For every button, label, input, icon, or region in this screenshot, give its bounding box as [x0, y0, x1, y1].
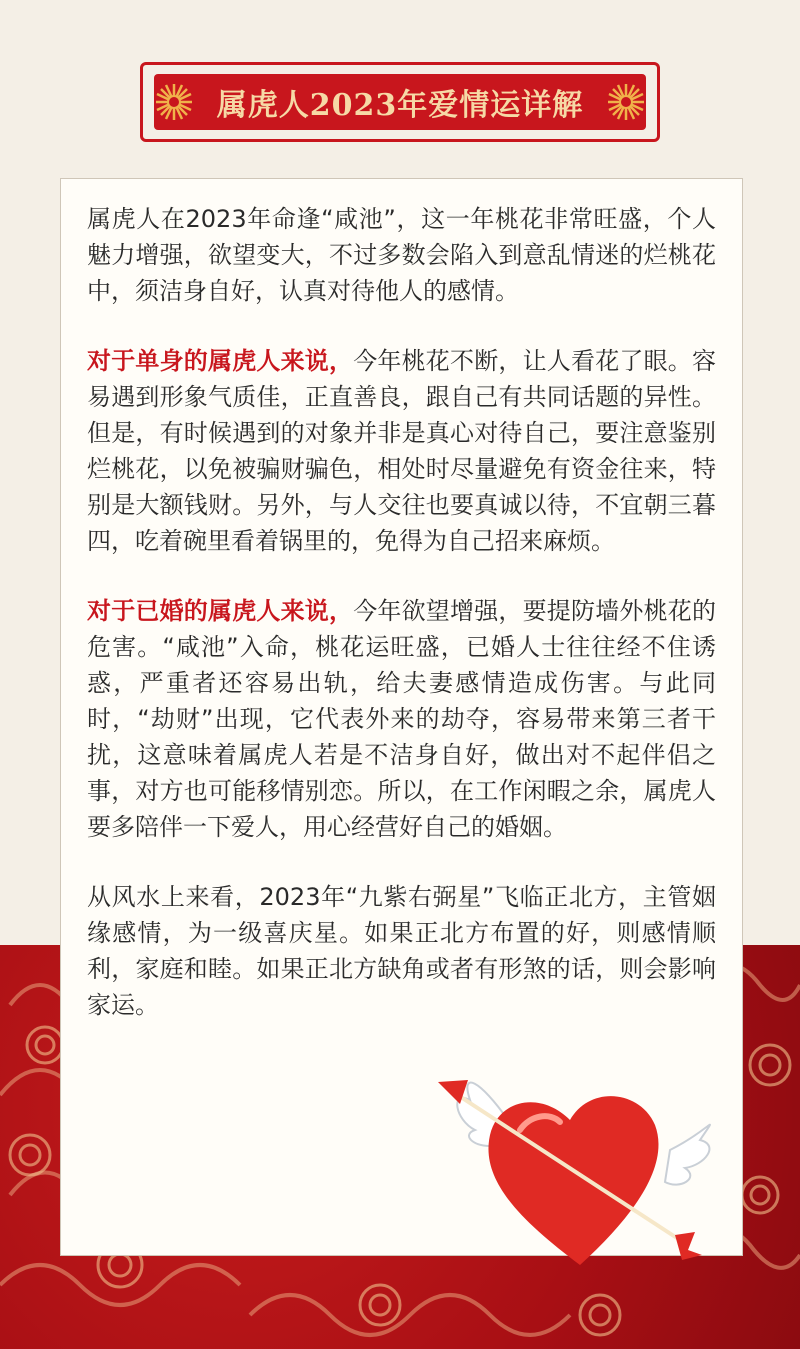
paragraph-highlight: 对于已婚的属虎人来说，: [87, 597, 354, 625]
paragraph-text: 属虎人在2023年命逢“咸池”，这一年桃花非常旺盛，个人魅力增强，欲望变大，不过多数会陷入到意乱情迷的烂桃花中，须洁身自好，认真对待他人的感情。: [87, 205, 716, 305]
page-title: 属虎人2023年爱情运详解: [216, 88, 584, 123]
paragraph-text: 今年欲望增强，要提防墙外桃花的危害。“咸池”入命，桃花运旺盛，已婚人士往往经不住诱惑，严重者还容易出轨，给夫妻感情造成伤害。与此同时，“劫财”出现，它代表外来的劫夺，容易带来第三者干扰，这意味着属虎人若是不洁身自好，做出对不起伴侣之事，对方也可能移情别恋。所以，在工作闲暇之余，属虎人要多陪伴一下爱人，用心经营好自己的婚姻。: [87, 597, 717, 841]
paragraph-highlight: 对于单身的属虎人来说，: [87, 347, 354, 375]
chrysanthemum-icon: [606, 82, 646, 122]
chrysanthemum-icon: [154, 82, 194, 122]
paragraph-fengshui: [87, 879, 716, 1023]
paragraph-single: [87, 343, 716, 559]
paragraph-married: [87, 593, 716, 845]
paragraph-text: 今年桃花不断，让人看花了眼。容易遇到形象气质佳，正直善良，跟自己有共同话题的异性。但是，有时候遇到的对象并非是真心对待自己，要注意鉴别烂桃花，以免被骗财骗色，相处时尽量避免有资金往来，特别是大额钱财。另外，与人交往也要真诚以待，不宜朝三暮四，吃着碗里看着锅里的，免得为自己招来麻烦。: [87, 347, 717, 555]
title-banner: [140, 62, 660, 142]
banner-inner: [154, 74, 646, 130]
paragraph-intro: [87, 201, 716, 309]
winged-heart-icon: [420, 1050, 720, 1280]
paragraph-text: 从风水上来看，2023年“九紫右弼星”飞临正北方，主管姻缘感情，为一级喜庆星。如果正北方布置的好，则感情顺利，家庭和睦。如果正北方缺角或者有形煞的话，则会影响家运。: [87, 883, 716, 1019]
